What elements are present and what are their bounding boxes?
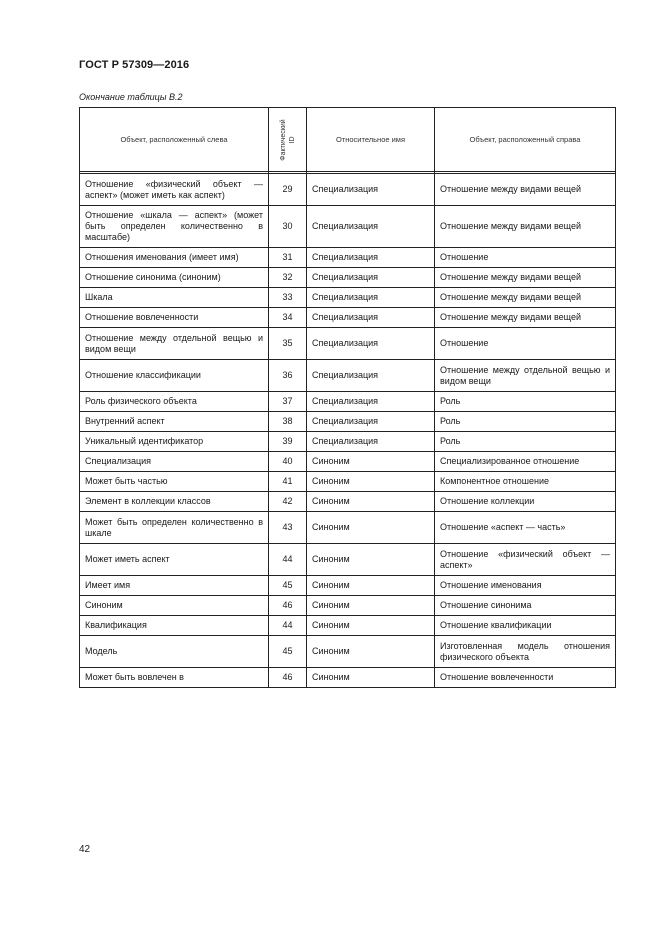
cell-right-object: Отношение именования xyxy=(435,576,616,596)
cell-right-object: Роль xyxy=(435,412,616,432)
cell-relative-name: Специализация xyxy=(307,248,435,268)
cell-id: 40 xyxy=(269,452,307,472)
cell-relative-name: Специализация xyxy=(307,360,435,392)
table-row xyxy=(80,452,616,472)
cell-id: 38 xyxy=(269,412,307,432)
cell-relative-name: Синоним xyxy=(307,544,435,576)
cell-id: 45 xyxy=(269,576,307,596)
cell-left-object: Шкала xyxy=(80,288,269,308)
cell-left-object: Квалификация xyxy=(80,616,269,636)
cell-left-object: Специализация xyxy=(80,452,269,472)
cell-relative-name: Синоним xyxy=(307,452,435,472)
cell-left-object: Отношение вовлеченности xyxy=(80,308,269,328)
cell-id: 32 xyxy=(269,268,307,288)
table-row xyxy=(80,268,616,288)
cell-id: 31 xyxy=(269,248,307,268)
cell-left-object: Может быть определен количественно в шкале xyxy=(80,512,269,544)
cell-left-object: Синоним xyxy=(80,596,269,616)
table-row xyxy=(80,328,616,360)
cell-right-object: Роль xyxy=(435,432,616,452)
cell-left-object: Роль физического объекта xyxy=(80,392,269,412)
cell-left-object: Отношение «физический объект — аспект» (может иметь как аспект) xyxy=(80,174,269,206)
cell-id: 29 xyxy=(269,174,307,206)
cell-id: 37 xyxy=(269,392,307,412)
cell-right-object: Отношение между видами вещей xyxy=(435,308,616,328)
table-row xyxy=(80,288,616,308)
cell-left-object: Элемент в коллекции классов xyxy=(80,492,269,512)
cell-relative-name: Синоним xyxy=(307,576,435,596)
cell-left-object: Отношения именования (имеет имя) xyxy=(80,248,269,268)
table-row xyxy=(80,392,616,412)
table-row xyxy=(80,432,616,452)
cell-id: 41 xyxy=(269,472,307,492)
table-row xyxy=(80,544,616,576)
column-header-actual-id-line2: ID xyxy=(288,136,296,143)
cell-relative-name: Синоним xyxy=(307,492,435,512)
cell-id: 45 xyxy=(269,636,307,668)
cell-right-object: Роль xyxy=(435,392,616,412)
cell-id: 44 xyxy=(269,616,307,636)
table-row xyxy=(80,636,616,668)
column-header-left-object: Объект, расположенный слева xyxy=(80,108,269,172)
cell-right-object: Специализированное отношение xyxy=(435,452,616,472)
cell-id: 46 xyxy=(269,668,307,688)
cell-relative-name: Синоним xyxy=(307,636,435,668)
cell-left-object: Уникальный идентификатор xyxy=(80,432,269,452)
cell-left-object: Отношение синонима (синоним) xyxy=(80,268,269,288)
column-header-actual-id xyxy=(269,108,307,172)
table-row xyxy=(80,668,616,688)
column-header-right-object: Объект, расположенный справа xyxy=(435,108,616,172)
cell-relative-name: Синоним xyxy=(307,596,435,616)
cell-relative-name: Специализация xyxy=(307,432,435,452)
cell-right-object: Отношение между отдельной вещью и видом вещи xyxy=(435,360,616,392)
cell-id: 33 xyxy=(269,288,307,308)
table-row xyxy=(80,206,616,248)
table-row xyxy=(80,174,616,206)
table-row xyxy=(80,360,616,392)
cell-left-object: Может иметь аспект xyxy=(80,544,269,576)
column-header-actual-id-line1: Фактический xyxy=(279,118,287,161)
page-number: 42 xyxy=(79,844,91,855)
cell-id: 46 xyxy=(269,596,307,616)
cell-relative-name: Синоним xyxy=(307,616,435,636)
document-code: ГОСТ Р 57309—2016 xyxy=(79,59,190,71)
cell-id: 44 xyxy=(269,544,307,576)
cell-right-object: Отношение синонима xyxy=(435,596,616,616)
table-header xyxy=(80,108,616,174)
cell-id: 30 xyxy=(269,206,307,248)
cell-id: 36 xyxy=(269,360,307,392)
cell-relative-name: Специализация xyxy=(307,392,435,412)
cell-relative-name: Синоним xyxy=(307,512,435,544)
table-caption: Окончание таблицы В.2 xyxy=(79,92,183,102)
cell-right-object: Отношение «аспект — часть» xyxy=(435,512,616,544)
cell-right-object: Изготовленная модель отношения физического объекта xyxy=(435,636,616,668)
cell-relative-name: Специализация xyxy=(307,412,435,432)
cell-right-object: Отношение «физический объект — аспект» xyxy=(435,544,616,576)
table-row xyxy=(80,472,616,492)
table-row xyxy=(80,512,616,544)
table-row xyxy=(80,492,616,512)
cell-right-object: Отношение между видами вещей xyxy=(435,206,616,248)
cell-right-object: Отношение xyxy=(435,248,616,268)
table-row xyxy=(80,248,616,268)
cell-left-object: Может быть вовлечен в xyxy=(80,668,269,688)
cell-id: 43 xyxy=(269,512,307,544)
header-row xyxy=(80,108,616,172)
relations-table xyxy=(79,107,616,688)
cell-left-object: Внутренний аспект xyxy=(80,412,269,432)
cell-right-object: Отношение между видами вещей xyxy=(435,268,616,288)
cell-left-object: Имеет имя xyxy=(80,576,269,596)
table-row xyxy=(80,616,616,636)
cell-left-object: Модель xyxy=(80,636,269,668)
cell-relative-name: Специализация xyxy=(307,268,435,288)
table-row xyxy=(80,412,616,432)
column-header-relative-name: Относительное имя xyxy=(307,108,435,172)
cell-right-object: Отношение вовлеченности xyxy=(435,668,616,688)
cell-relative-name: Специализация xyxy=(307,288,435,308)
cell-left-object: Отношение «шкала — аспект» (может быть определен количественно в масштабе) xyxy=(80,206,269,248)
cell-relative-name: Специализация xyxy=(307,328,435,360)
cell-relative-name: Синоним xyxy=(307,472,435,492)
cell-left-object: Отношение классификации xyxy=(80,360,269,392)
cell-id: 35 xyxy=(269,328,307,360)
cell-right-object: Отношение квалификации xyxy=(435,616,616,636)
cell-relative-name: Синоним xyxy=(307,668,435,688)
cell-right-object: Компонентное отношение xyxy=(435,472,616,492)
cell-id: 42 xyxy=(269,492,307,512)
cell-right-object: Отношение между видами вещей xyxy=(435,174,616,206)
cell-left-object: Отношение между отдельной вещью и видом вещи xyxy=(80,328,269,360)
table-row xyxy=(80,596,616,616)
cell-right-object: Отношение коллекции xyxy=(435,492,616,512)
cell-relative-name: Специализация xyxy=(307,174,435,206)
cell-id: 34 xyxy=(269,308,307,328)
cell-relative-name: Специализация xyxy=(307,308,435,328)
table-row xyxy=(80,576,616,596)
cell-left-object: Может быть частью xyxy=(80,472,269,492)
cell-right-object: Отношение между видами вещей xyxy=(435,288,616,308)
table-row xyxy=(80,308,616,328)
cell-id: 39 xyxy=(269,432,307,452)
cell-right-object: Отношение xyxy=(435,328,616,360)
cell-relative-name: Специализация xyxy=(307,206,435,248)
